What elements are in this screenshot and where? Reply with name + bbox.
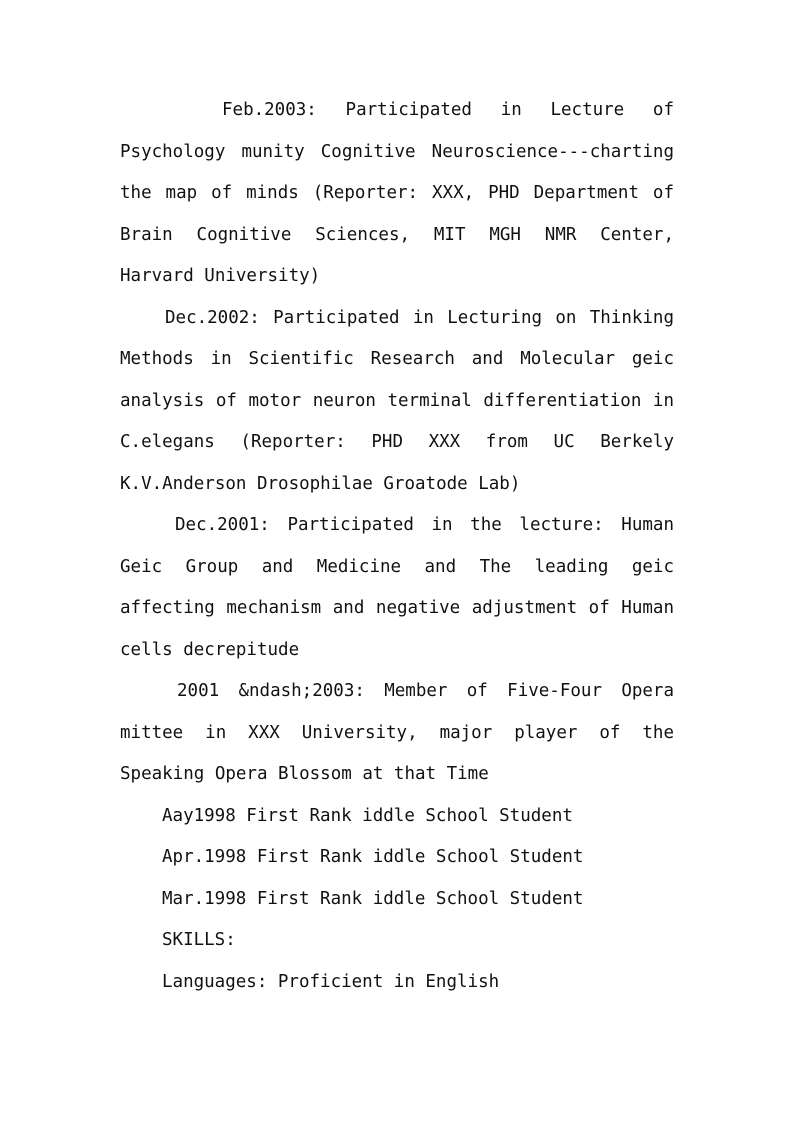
line-award-mar-1998: Mar.1998 First Rank iddle School Student [162, 888, 584, 909]
skills-heading: SKILLS: [162, 930, 236, 950]
paragraph-dec-2001: Dec.2001: Participated in the lecture: Human Geic Group and Medicine and The leading geic affecting mechanism and negative adjustment of Human cells decrepitude [120, 515, 674, 660]
line-award-apr-1998: Apr.1998 First Rank iddle School Student [162, 847, 584, 867]
paragraph-2001-2003: 2001 &ndash;2003: Member of Five-Four Opera mittee in XXX University, major player of the Speaking Opera Blossom at that Time [120, 681, 674, 784]
paragraph-dec-2002: Dec.2002: Participated in Lecturing on Thinking Methods in Scientific Research and Molecular geic analysis of motor neuron terminal differentiation in C.elegans (Reporter: PHD XXX from UC Berkely K.V.Anderson Drosophilae Groatode Lab) [120, 307, 674, 494]
paragraph-feb-2003: Feb.2003: Participated in Lecture of Psychology munity Cognitive Neuroscience---charting the map of minds (Reporter: XXX, PHD Department of Brain Cognitive Sciences, MIT MGH NMR Center, Harvard University) [120, 100, 674, 286]
skills-languages: Languages: Proficient in English [162, 971, 500, 992]
line-award-aay-1998: Aay1998 First Rank iddle School Student [162, 805, 573, 826]
document-page [120, 90, 674, 1003]
